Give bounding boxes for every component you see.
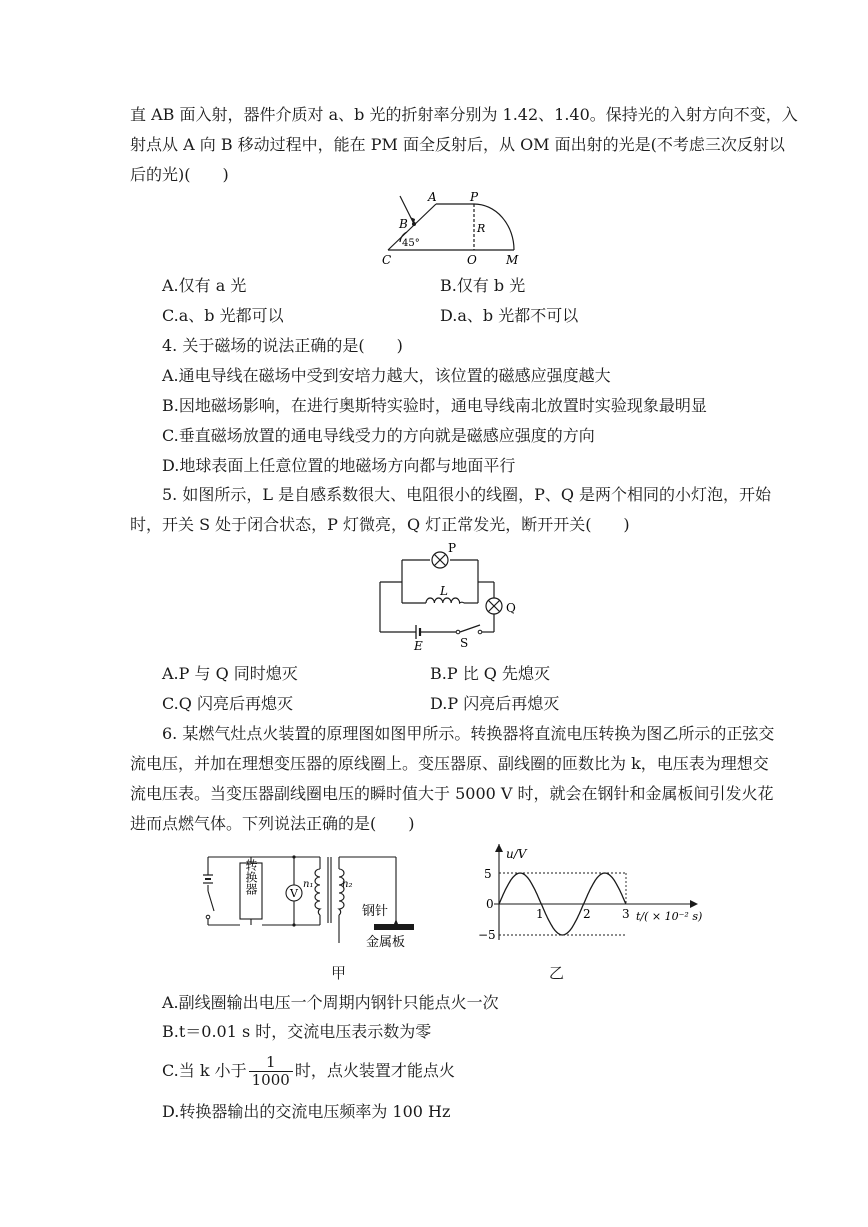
figure-yi-caption: 乙 xyxy=(549,964,565,982)
y-tick-5: 5 xyxy=(484,867,492,881)
q4-option-b: B.因地磁场影响，在进行奥斯特实验时，通电导线南北放置时实验现象最明显 xyxy=(162,396,707,415)
n2-label: n₂ xyxy=(342,879,353,890)
label-R: R xyxy=(477,222,486,235)
q5-option-c: C.Q 闪亮后再熄灭 xyxy=(162,694,293,713)
label-P: P xyxy=(470,190,479,204)
n1-label: n₁ xyxy=(303,879,314,890)
q6-option-d: D.转换器输出的交流电压频率为 100 Hz xyxy=(162,1102,451,1121)
q4-option-c: C.垂直磁场放置的通电导线受力的方向就是磁感应强度的方向 xyxy=(162,426,595,445)
label-L: L xyxy=(440,584,448,598)
q3-stem-line-1: 直 AB 面入射，器件介质对 a、b 光的折射率分别为 1.42、1.40。保持光的入射方向不变，入 xyxy=(130,105,798,124)
q3-option-a: A.仅有 a 光 xyxy=(162,276,247,295)
q5-stem-line-2: 时，开关 S 处于闭合状态，P 灯微亮，Q 灯正常发光，断开开关( ) xyxy=(130,515,630,534)
q4-option-d: D.地球表面上任意位置的地磁场方向都与地面平行 xyxy=(162,456,516,475)
q6-stem-line-3: 流电压表。当变压器副线圈电压的瞬时值大于 5000 V 时，就会在钢针和金属板间引发火花 xyxy=(130,784,774,803)
q6-option-b: B.t＝0.01 s 时，交流电压表示数为零 xyxy=(162,1022,432,1041)
fraction-numerator: 1 xyxy=(249,1054,293,1072)
label-A: A xyxy=(428,190,437,204)
q3-option-b: B.仅有 b 光 xyxy=(440,276,526,295)
q6-option-c-prefix: C.当 k 小于 xyxy=(162,1061,247,1080)
fraction-denominator: 1000 xyxy=(251,1071,290,1089)
x-tick-2: 2 xyxy=(583,907,591,921)
q6-stem-line-2: 流电压，并加在理想变压器的原线圈上。变压器原、副线圈的匝数比为 k，电压表为理想交 xyxy=(130,754,769,773)
y-tick-neg5: −5 xyxy=(478,928,496,942)
q3-option-c: C.a、b 光都可以 xyxy=(162,306,284,325)
q6-ignition-circuit-figure xyxy=(190,845,420,955)
q5-option-a: A.P 与 Q 同时熄灭 xyxy=(162,664,298,683)
label-C: C xyxy=(382,253,392,267)
y-axis-label: u/V xyxy=(506,847,527,861)
label-B: B xyxy=(399,217,408,231)
converter-label: 转换器 xyxy=(244,859,258,895)
x-tick-1: 1 xyxy=(536,907,544,921)
y-tick-0: 0 xyxy=(486,897,494,911)
label-E: E xyxy=(414,639,423,652)
x-tick-3: 3 xyxy=(622,907,630,921)
q6-option-c xyxy=(162,1052,802,1090)
q6-voltage-chart xyxy=(470,840,720,955)
q3-stem-line-3: 后的光)( ) xyxy=(130,165,229,184)
label-angle: 45° xyxy=(402,238,420,249)
fraction-1-over-1000 xyxy=(249,1054,293,1089)
q4-stem: 4. 关于磁场的说法正确的是( ) xyxy=(162,336,403,355)
label-M: M xyxy=(506,253,519,267)
q5-stem-line-1: 5. 如图所示，L 是自感系数很大、电阻很小的线圈，P、Q 是两个相同的小灯泡，开始 xyxy=(162,485,772,504)
q4-option-a: A.通电导线在磁场中受到安培力越大，该位置的磁感应强度越大 xyxy=(162,366,611,385)
q6-option-c-suffix: 时，点火装置才能点火 xyxy=(294,1061,455,1080)
q5-circuit-figure xyxy=(370,540,530,652)
q3-prism-figure xyxy=(378,190,528,268)
q6-stem-line-4: 进而点燃气体。下列说法正确的是( ) xyxy=(130,814,415,833)
q6-option-a: A.副线圈输出电压一个周期内钢针只能点火一次 xyxy=(162,993,499,1012)
q3-option-d: D.a、b 光都不可以 xyxy=(440,306,579,325)
needle-label: 钢针 xyxy=(362,904,389,919)
q3-stem-line-2: 射点从 A 向 B 移动过程中，能在 PM 面全反射后，从 OM 面出射的光是(不考虑三次反射以 xyxy=(130,135,785,154)
figure-jia-caption: 甲 xyxy=(331,964,347,982)
x-axis-label: t/( × 10⁻² s) xyxy=(636,910,703,923)
label-O: O xyxy=(467,253,477,267)
plate-label: 金属板 xyxy=(366,935,406,950)
label-Q-lamp: Q xyxy=(506,601,516,615)
q5-option-d: D.P 闪亮后再熄灭 xyxy=(430,694,560,713)
voltmeter-label: V xyxy=(290,887,298,900)
label-S: S xyxy=(460,636,469,650)
q5-option-b: B.P 比 Q 先熄灭 xyxy=(430,664,550,683)
q6-stem-line-1: 6. 某燃气灶点火装置的原理图如图甲所示。转换器将直流电压转换为图乙所示的正弦交 xyxy=(162,724,775,743)
label-P-lamp: P xyxy=(448,541,457,555)
